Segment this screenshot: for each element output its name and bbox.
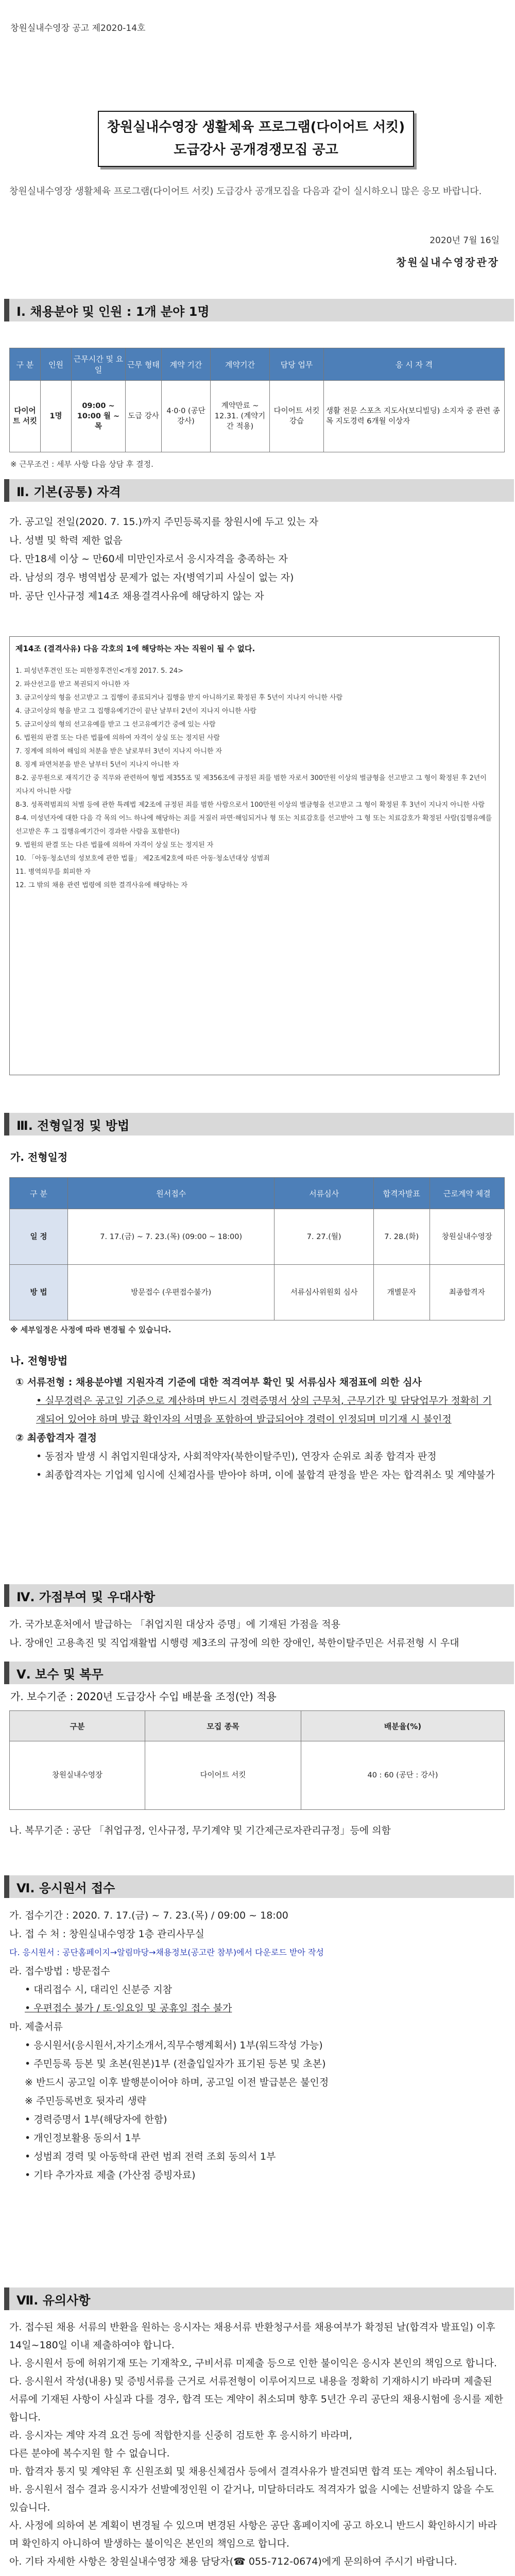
apply-method: 라. 접수방법 : 방문접수 bbox=[9, 1965, 110, 1977]
th: 배분율(%) bbox=[301, 1711, 505, 1741]
pay-table bbox=[9, 1710, 505, 1810]
title-box bbox=[98, 111, 414, 167]
td: 1명 bbox=[41, 381, 72, 452]
doc-item: • 주민등록 등본 및 초본(원본)1부 (전출입일자가 표기된 등본 및 초본) bbox=[25, 2058, 326, 2070]
td: 일 정 bbox=[10, 1209, 68, 1265]
doc-item: ※ 주민등록번호 뒷자리 생략 bbox=[25, 2095, 146, 2107]
th: 구 분 bbox=[10, 1178, 68, 1209]
caution-item: 사. 사정에 의하여 본 계획이 변경될 수 있으며 변경된 사항은 공단 홈페이지에 공고 하오니 반드시 확인하시기 바라며 확인하지 아니하여 발생하는 불이익은 본인의 책임으로 합니다. bbox=[9, 2520, 497, 2549]
caution-list bbox=[9, 2318, 504, 2571]
td: 계약만료 ~ 12.31. (계약기간 적용) bbox=[211, 381, 270, 452]
th: 계약 기간 bbox=[162, 348, 211, 381]
qual-item: 라. 남성의 경우 병역법상 문제가 없는 자(병역기피 사실이 없는 자) bbox=[9, 572, 294, 583]
basic-quals-list bbox=[9, 513, 504, 605]
section-title: Ⅳ. 가점부여 및 우대사항 bbox=[16, 1589, 156, 1604]
td: 7. 27.(월) bbox=[274, 1209, 373, 1265]
bonus-item: 나. 장애인 고용촉진 및 직업재활법 시행령 제3조의 규정에 의한 장애인, 북한이탈주민은 서류전형 시 우대 bbox=[9, 1637, 459, 1649]
caution-item: 가. 접수된 채용 서류의 반환을 원하는 응시자는 채용서류 반환청구서를 채용여부가 확정된 날(합격자 발표일) 이후 14일~180일 이내 제출하여야 합니다. bbox=[9, 2321, 495, 2351]
disq-item: 8-4. 미성년자에 대한 다음 각 목의 어느 하나에 해당하는 죄를 저질러 파면·해임되거나 형 또는 치료감호를 선고받아 그 형 또는 치료감호가 확정된 사람(집행유예를 선고받은 후 그 집행유예기간이 경과한 사람을 포함한다) bbox=[15, 815, 492, 836]
disq-item: 6. 법원의 판결 또는 다른 법률에 의하여 자격이 상실 또는 정지된 사람 bbox=[15, 734, 220, 742]
caution-item: 마. 합격자 통지 및 계약된 후 신원조회 및 채용신체검사 등에서 결격사유가 발견되면 합격 또는 계약이 취소됩니다. bbox=[9, 2466, 497, 2477]
announce-date: 2020년 7월 16일 bbox=[430, 235, 500, 246]
caution-item: 다른 분야에 복수지원 할 수 없습니다. bbox=[9, 2448, 170, 2459]
title-line-1: 창원실내수영장 생활체육 프로그램(다이어트 서킷) bbox=[107, 120, 405, 135]
disq-item: 11. 병역의무를 회피한 자 bbox=[15, 868, 91, 876]
th: 구분 bbox=[10, 1711, 145, 1741]
td: 09:00 ~ 10:00 월 ~ 목 bbox=[72, 381, 126, 452]
td: 다이어트 서킷 강습 bbox=[270, 381, 324, 452]
th: 응 시 자 격 bbox=[324, 348, 505, 381]
th: 근로계약 체결 bbox=[430, 1178, 505, 1209]
disq-item: 12. 그 밖의 채용 관련 법령에 의한 결격사유에 해당하는 자 bbox=[15, 882, 188, 889]
pay-subhead: 가. 보수기준 : 2020년 도급강사 수입 배분율 조정(안) 적용 bbox=[10, 1690, 277, 1703]
method-subhead: 나. 전형방법 bbox=[10, 1354, 68, 1367]
th: 계약기간 bbox=[211, 348, 270, 381]
section-header-2 bbox=[4, 479, 514, 502]
doc-item: • 개인정보활용 동의서 1부 bbox=[25, 2132, 141, 2144]
section-title: Ⅴ. 보수 및 복무 bbox=[16, 1667, 104, 1682]
apply-mail-not-allowed: • 우편접수 불가 / 토·일요일 및 공휴일 접수 불가 bbox=[25, 2003, 232, 2014]
title-line-2: 도급강사 공개경쟁모집 공고 bbox=[174, 142, 338, 158]
qual-item: 나. 성별 및 학력 제한 없음 bbox=[9, 535, 123, 546]
section-title: Ⅲ. 전형일정 및 방법 bbox=[16, 1118, 130, 1133]
td: 방문접수 (우편접수불가) bbox=[68, 1265, 274, 1320]
disq-item: 8-2. 공무원으로 재직기간 중 직무와 관련하여 형법 제355조 및 제356조에 규정된 죄를 범한 자로서 300만원 이상의 벌금형을 선고받고 그 형이 확정된 후 2년이 지나지 아니한 사람 bbox=[15, 774, 487, 795]
td: 40 : 60 (공단 : 강사) bbox=[301, 1741, 505, 1810]
qual-item: 가. 공고일 전일(2020. 7. 15.)까지 주민등록지를 창원시에 두고 있는 자 bbox=[9, 516, 319, 528]
section-header-5 bbox=[4, 1662, 514, 1684]
th: 근무 형태 bbox=[126, 348, 162, 381]
section-header-6 bbox=[4, 1875, 514, 1898]
caution-item: 아. 기타 자세한 사항은 창원실내수영장 채용 담당자(☎ 055-712-0674)에게 문의하여 주시기 바랍니다. bbox=[9, 2556, 457, 2567]
td: 창원실내수영장 bbox=[430, 1209, 505, 1265]
td: 다이어트 서킷 bbox=[145, 1741, 301, 1810]
doc-item: • 기타 추가자료 제출 (가산점 증빙자료) bbox=[25, 2170, 196, 2181]
table1-note: ※ 근무조건 : 세부 사항 다음 상담 후 결정. bbox=[10, 460, 153, 469]
disq-item: 5. 금고이상의 형의 선고유예를 받고 그 선고유예기간 중에 있는 사람 bbox=[15, 721, 216, 728]
td: 생활 전문 스포츠 지도사(보디빌딩) 소지자 중 관련 종목 지도경력 6개월 이상자 bbox=[324, 381, 505, 452]
method-item: • 실무경력은 공고일 기준으로 계산하며 반드시 경력증명서 상의 근무처, 근무기간 및 담당업무가 정확히 기재되어 있어야 하며 발급 확인자의 서명을 포함하여 발급되어야 경력이 인정되며 미기재 시 불인정 bbox=[36, 1395, 492, 1425]
schedule-table bbox=[9, 1177, 505, 1320]
th: 서류심사 bbox=[274, 1178, 373, 1209]
disq-item: 9. 법원의 판결 또는 다른 법률에 의하여 자격이 상실 또는 정지된 자 bbox=[15, 841, 214, 849]
disq-item: 4. 금고이상의 형을 받고 그 집행유예기간이 끝난 날부터 2년이 지나지 아니한 사람 bbox=[15, 707, 256, 715]
apply-place: 나. 접 수 처 : 창원실내수영장 1층 관리사무실 bbox=[9, 1928, 204, 1940]
disq-item: 1. 피성년후견인 또는 피한정후견인<개정 2017. 5. 24> bbox=[15, 667, 184, 675]
disq-item: 8-3. 성폭력범죄의 처벌 등에 관한 특례법 제2조에 규정된 죄를 범한 사람으로서 100만원 이상의 벌금형을 선고받고 그 형이 확정된 후 3년이 지나지 아니한 사람 bbox=[15, 801, 485, 809]
apply-proxy: • 대리접수 시, 대리인 신분증 지참 bbox=[25, 1984, 173, 1995]
section-title: Ⅱ. 기본(공통) 자격 bbox=[16, 484, 121, 499]
td: 도급 강사 bbox=[126, 381, 162, 452]
issuer: 창원실내수영장관장 bbox=[396, 256, 500, 268]
td: 다이어트 서킷 bbox=[10, 381, 41, 452]
caution-item: 바. 응시원서 접수 결과 응시자가 선발예정인원 이 같거나, 미달하더라도 적격자가 없을 시에는 선발하지 않을 수도 있습니다. bbox=[9, 2484, 494, 2513]
disq-item: 7. 징계에 의하여 해임의 처분을 받은 날로부터 3년이 지나지 아니한 자 bbox=[15, 748, 222, 755]
apply-period: 가. 접수기간 : 2020. 7. 17.(금) ~ 7. 23.(목) / 09:00 ~ 18:00 bbox=[9, 1910, 288, 1921]
disq-item: 8. 징계 파면처분을 받은 날부터 5년이 지나지 아니한 자 bbox=[15, 761, 179, 769]
apply-list bbox=[9, 1906, 504, 2184]
apply-docs-head: 마. 제출서류 bbox=[9, 2021, 63, 2032]
th: 인원 bbox=[41, 348, 72, 381]
disq-item: 2. 파산선고를 받고 복권되지 아니한 자 bbox=[15, 681, 130, 688]
section-header-3 bbox=[4, 1113, 514, 1136]
th: 모집 종목 bbox=[145, 1711, 301, 1741]
td: 개별문자 bbox=[373, 1265, 430, 1320]
schedule-subhead: 가. 전형일정 bbox=[10, 1151, 68, 1163]
doc-item: • 응시원서(응시원서,자기소개서,직무수행계획서) 1부(워드작성 가능) bbox=[25, 2040, 323, 2051]
pay-b: 나. 복무기준 : 공단 「취업규정, 인사규정, 무기계약 및 기간제근로자관리규정」등에 의함 bbox=[9, 1825, 391, 1836]
qual-item: 다. 만18세 이상 ~ 만60세 미만인자로서 응시자격을 충족하는 자 bbox=[9, 553, 288, 565]
section-header-1 bbox=[4, 299, 514, 321]
disq-item: 3. 금고이상의 형을 선고받고 그 집행이 종료되거나 집행을 받지 아니하기로 확정된 후 5년이 지나지 아니한 사람 bbox=[15, 694, 343, 702]
section-title: Ⅵ. 응시원서 접수 bbox=[16, 1880, 115, 1895]
schedule-note: ※ 세부일정은 사정에 따라 변경될 수 있습니다. bbox=[10, 1325, 171, 1334]
document-number: 창원실내수영장 공고 제2020-14호 bbox=[10, 23, 146, 33]
caution-item: 나. 응시원서 등에 허위기재 또는 기재착오, 구비서류 미제출 등으로 인한 불이익은 응시자 본인의 책임으로 합니다. bbox=[9, 2358, 497, 2369]
disq-title: 제14조 (결격사유) 다음 각호의 1에 해당하는 자는 직원이 될 수 없다. bbox=[15, 644, 255, 653]
th: 근무시간 및 요일 bbox=[72, 348, 126, 381]
th: 원서접수 bbox=[68, 1178, 274, 1209]
doc-item: ※ 반드시 공고일 이후 발행분이어야 하며, 공고일 이전 발급분은 불인정 bbox=[25, 2077, 329, 2088]
method-list bbox=[15, 1373, 500, 1484]
td: 7. 17.(금) ~ 7. 23.(목) (09:00 ~ 18:00) bbox=[68, 1209, 274, 1265]
td: 방 법 bbox=[10, 1265, 68, 1320]
td: 최종합격자 bbox=[430, 1265, 505, 1320]
doc-item: • 성범죄 경력 및 아동학대 관련 범죄 전력 조회 동의서 1부 bbox=[25, 2151, 276, 2162]
apply-form: 다. 응시원서 : 공단홈페이지→알림마당→채용정보(공고란 참부)에서 다운로드 받아 작성 bbox=[9, 1947, 324, 1957]
caution-item: 라. 응시자는 계약 자격 요건 등에 적합한지를 신중히 검토한 후 응시하기 바라며, bbox=[9, 2430, 352, 2441]
intro-text: 창원실내수영장 생활체육 프로그램(다이어트 서킷) 도급강사 공개모집을 다음과 같이 실시하오니 많은 응모 바랍니다. bbox=[9, 186, 482, 197]
method-item: • 최종합격자는 기업체 임시에 신체검사를 받아야 하며, 이에 불합격 판정을 받은 자는 합격취소 및 계약불가 bbox=[36, 1469, 495, 1481]
method-item: • 동점자 발생 시 취업지원대상자, 사회적약자(북한이탈주민), 연장자 순위로 최종 합격자 판정 bbox=[36, 1451, 437, 1462]
th: 구 분 bbox=[10, 348, 41, 381]
td: 서류심사위원회 심사 bbox=[274, 1265, 373, 1320]
bonus-list bbox=[9, 1615, 504, 1652]
section-header-4 bbox=[4, 1584, 514, 1607]
recruit-table bbox=[9, 348, 505, 452]
caution-item: 다. 응시원서 작성(내용) 및 증빙서류를 근거로 서류전형이 이루어지므로 내용을 정확히 기재하시기 바라며 제출된 서류에 기재된 사항이 사실과 다를 경우, 합격 또는 계약이 취소되며 향후 5년간 우리 공단의 채용시험에 응시를 제한합니다. bbox=[9, 2376, 504, 2423]
disq-list bbox=[15, 665, 494, 892]
td: 창원실내수영장 bbox=[10, 1741, 145, 1810]
td: 4·0·0 (공단 강사) bbox=[162, 381, 211, 452]
method-item: ② 최종합격자 결정 bbox=[15, 1432, 97, 1444]
method-item: ① 서류전형 : 채용분야별 지원자격 기준에 대한 적격여부 확인 및 서류심사 채점표에 의한 심사 bbox=[15, 1377, 422, 1388]
disq-item: 10. 「아동·청소년의 성보호에 관한 법률」 제2조제2호에 따른 아동·청소년대상 성범죄 bbox=[15, 855, 270, 862]
section-header-7 bbox=[4, 2287, 514, 2310]
th: 합격자발표 bbox=[373, 1178, 430, 1209]
td: 7. 28.(화) bbox=[373, 1209, 430, 1265]
th: 담당 업무 bbox=[270, 348, 324, 381]
section-title: Ⅰ. 채용분야 및 인원 : 1개 분야 1명 bbox=[16, 304, 210, 319]
bonus-item: 가. 국가보훈처에서 발급하는 「취업지원 대상자 증명」에 기재된 가점을 적용 bbox=[9, 1619, 340, 1630]
qual-item: 마. 공단 인사규정 제14조 채용결격사유에 해당하지 않는 자 bbox=[9, 590, 264, 602]
doc-item: • 경력증명서 1부(해당자에 한함) bbox=[25, 2114, 167, 2125]
section-title: Ⅶ. 유의사항 bbox=[16, 2293, 91, 2308]
